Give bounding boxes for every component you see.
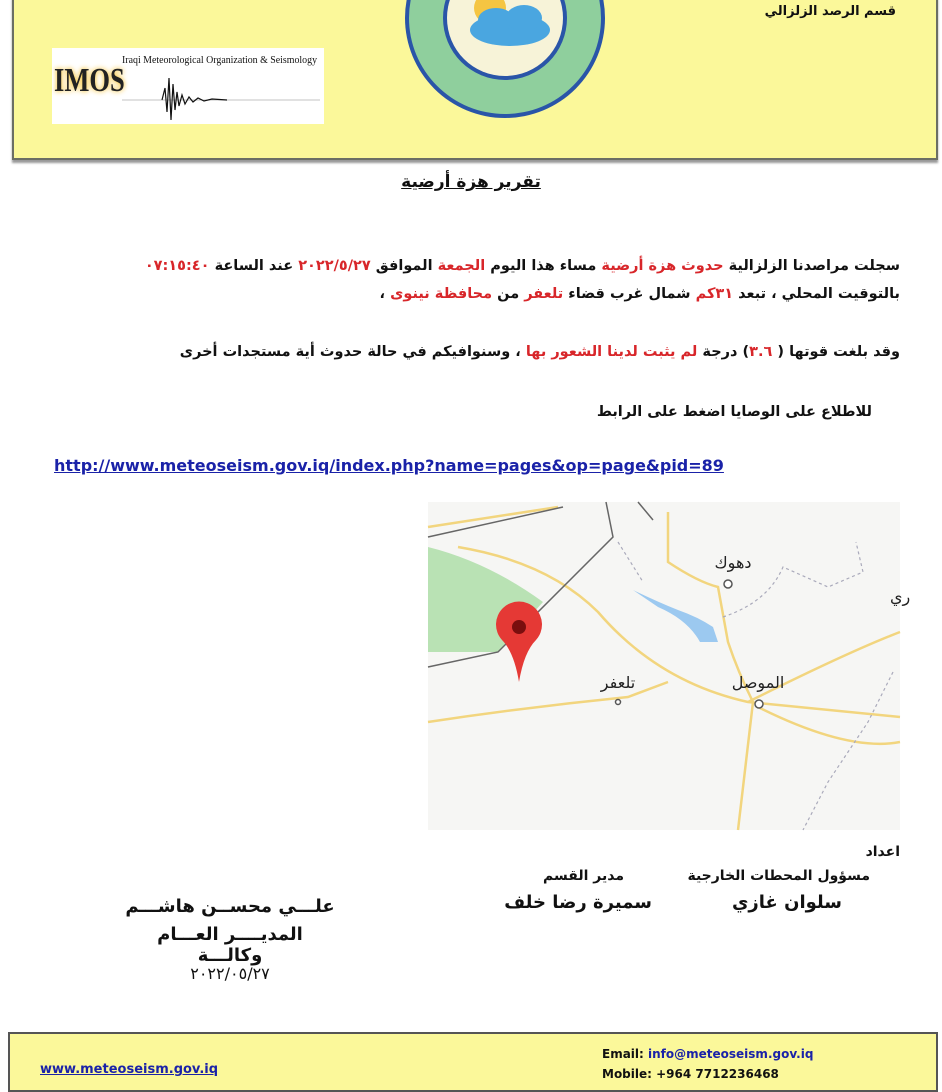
highlighted-text: تلعفر: [524, 286, 564, 302]
highlighted-text: ٣١كم: [695, 286, 734, 302]
mobile-number: Mobile: +964 7712236468: [602, 1067, 779, 1081]
stations-officer-title: مسؤول المحطات الخارجية: [687, 868, 870, 884]
report-title: تقرير هزة أرضية: [401, 172, 541, 192]
director-title: المديــــر العـــام وكالـــة: [157, 924, 303, 966]
organization-seal: [400, 0, 610, 120]
seismogram-icon: [52, 48, 324, 124]
body-text: مساء هذا اليوم: [485, 258, 602, 274]
body-text: ) درجة: [697, 344, 750, 360]
map-label-duhok: دهوك: [714, 553, 752, 572]
signature-date-value: ٢٠٢٢/٠٥/٢٧: [190, 964, 270, 983]
highlighted-text: ٠٧:١٥:٤٠: [144, 258, 210, 274]
body-text: ، وسنوافيكم في حالة حدوث أية مستجدات أخرى: [179, 344, 526, 360]
highlighted-text: حدوث هزة أرضية: [601, 258, 724, 274]
highlighted-text: ٣.٦: [749, 344, 773, 360]
footer-website-link[interactable]: www.meteoseism.gov.iq: [40, 1062, 219, 1077]
body-text: من: [492, 286, 525, 302]
report-paragraph-2: [180, 338, 900, 366]
report-paragraph-1: [145, 252, 900, 308]
body-text: وقد بلغت قوتها (: [772, 344, 900, 360]
footer-contact: [602, 1044, 813, 1084]
body-text: ،: [379, 286, 391, 302]
footer: [8, 1032, 938, 1092]
map-lake: [633, 590, 718, 642]
prepared-by-label: اعداد: [865, 844, 900, 860]
signature-date: [160, 964, 300, 983]
highlighted-text: لم يثبت لدينا الشعور بها: [525, 344, 698, 360]
section-manager-title: مدير القسم: [543, 868, 624, 884]
body-text: شمال غرب قضاء: [563, 286, 696, 302]
highlighted-text: ٢٠٢٢/٥/٢٧: [298, 258, 371, 274]
logo-abbrev: IMOS: [54, 62, 125, 99]
imos-logo: [52, 48, 324, 124]
highlighted-text: الجمعة: [437, 258, 486, 274]
report-paragraph-3: للاطلاع على الوصايا اضغط على الرابط: [596, 404, 872, 420]
logo-name: Iraqi Meteorological Organization & Seismology: [122, 54, 318, 66]
section-manager-name: سميرة رضا خلف: [504, 892, 652, 913]
map-roads: [428, 507, 900, 830]
body-text: بالتوقيت المحلي ، تبعد: [733, 286, 900, 302]
map-label-mosul: الموصل: [731, 673, 785, 692]
map-label-edge: ري: [890, 587, 911, 606]
email-label: Email:: [602, 1047, 649, 1061]
highlighted-text: محافظة نينوى: [390, 286, 493, 302]
body-text: عند الساعة: [209, 258, 299, 274]
location-map[interactable]: [428, 502, 911, 830]
department-name: قسم الرصد الزلزالي: [764, 4, 896, 19]
body-text: الموافق: [370, 258, 438, 274]
email-link[interactable]: info@meteoseism.gov.iq: [648, 1047, 814, 1061]
director-name: علـــي محســن هاشـــم: [125, 896, 335, 917]
body-text: سجلت مراصدنا الزلزالية: [723, 258, 900, 274]
stations-officer-name: سلوان غازي: [731, 892, 842, 913]
recommendations-link[interactable]: http://www.meteoseism.gov.iq/index.php?name=pages&op=page&pid=89: [54, 456, 724, 475]
map-label-tal-afar: تلعفر: [600, 673, 636, 692]
letterhead: [12, 0, 938, 160]
